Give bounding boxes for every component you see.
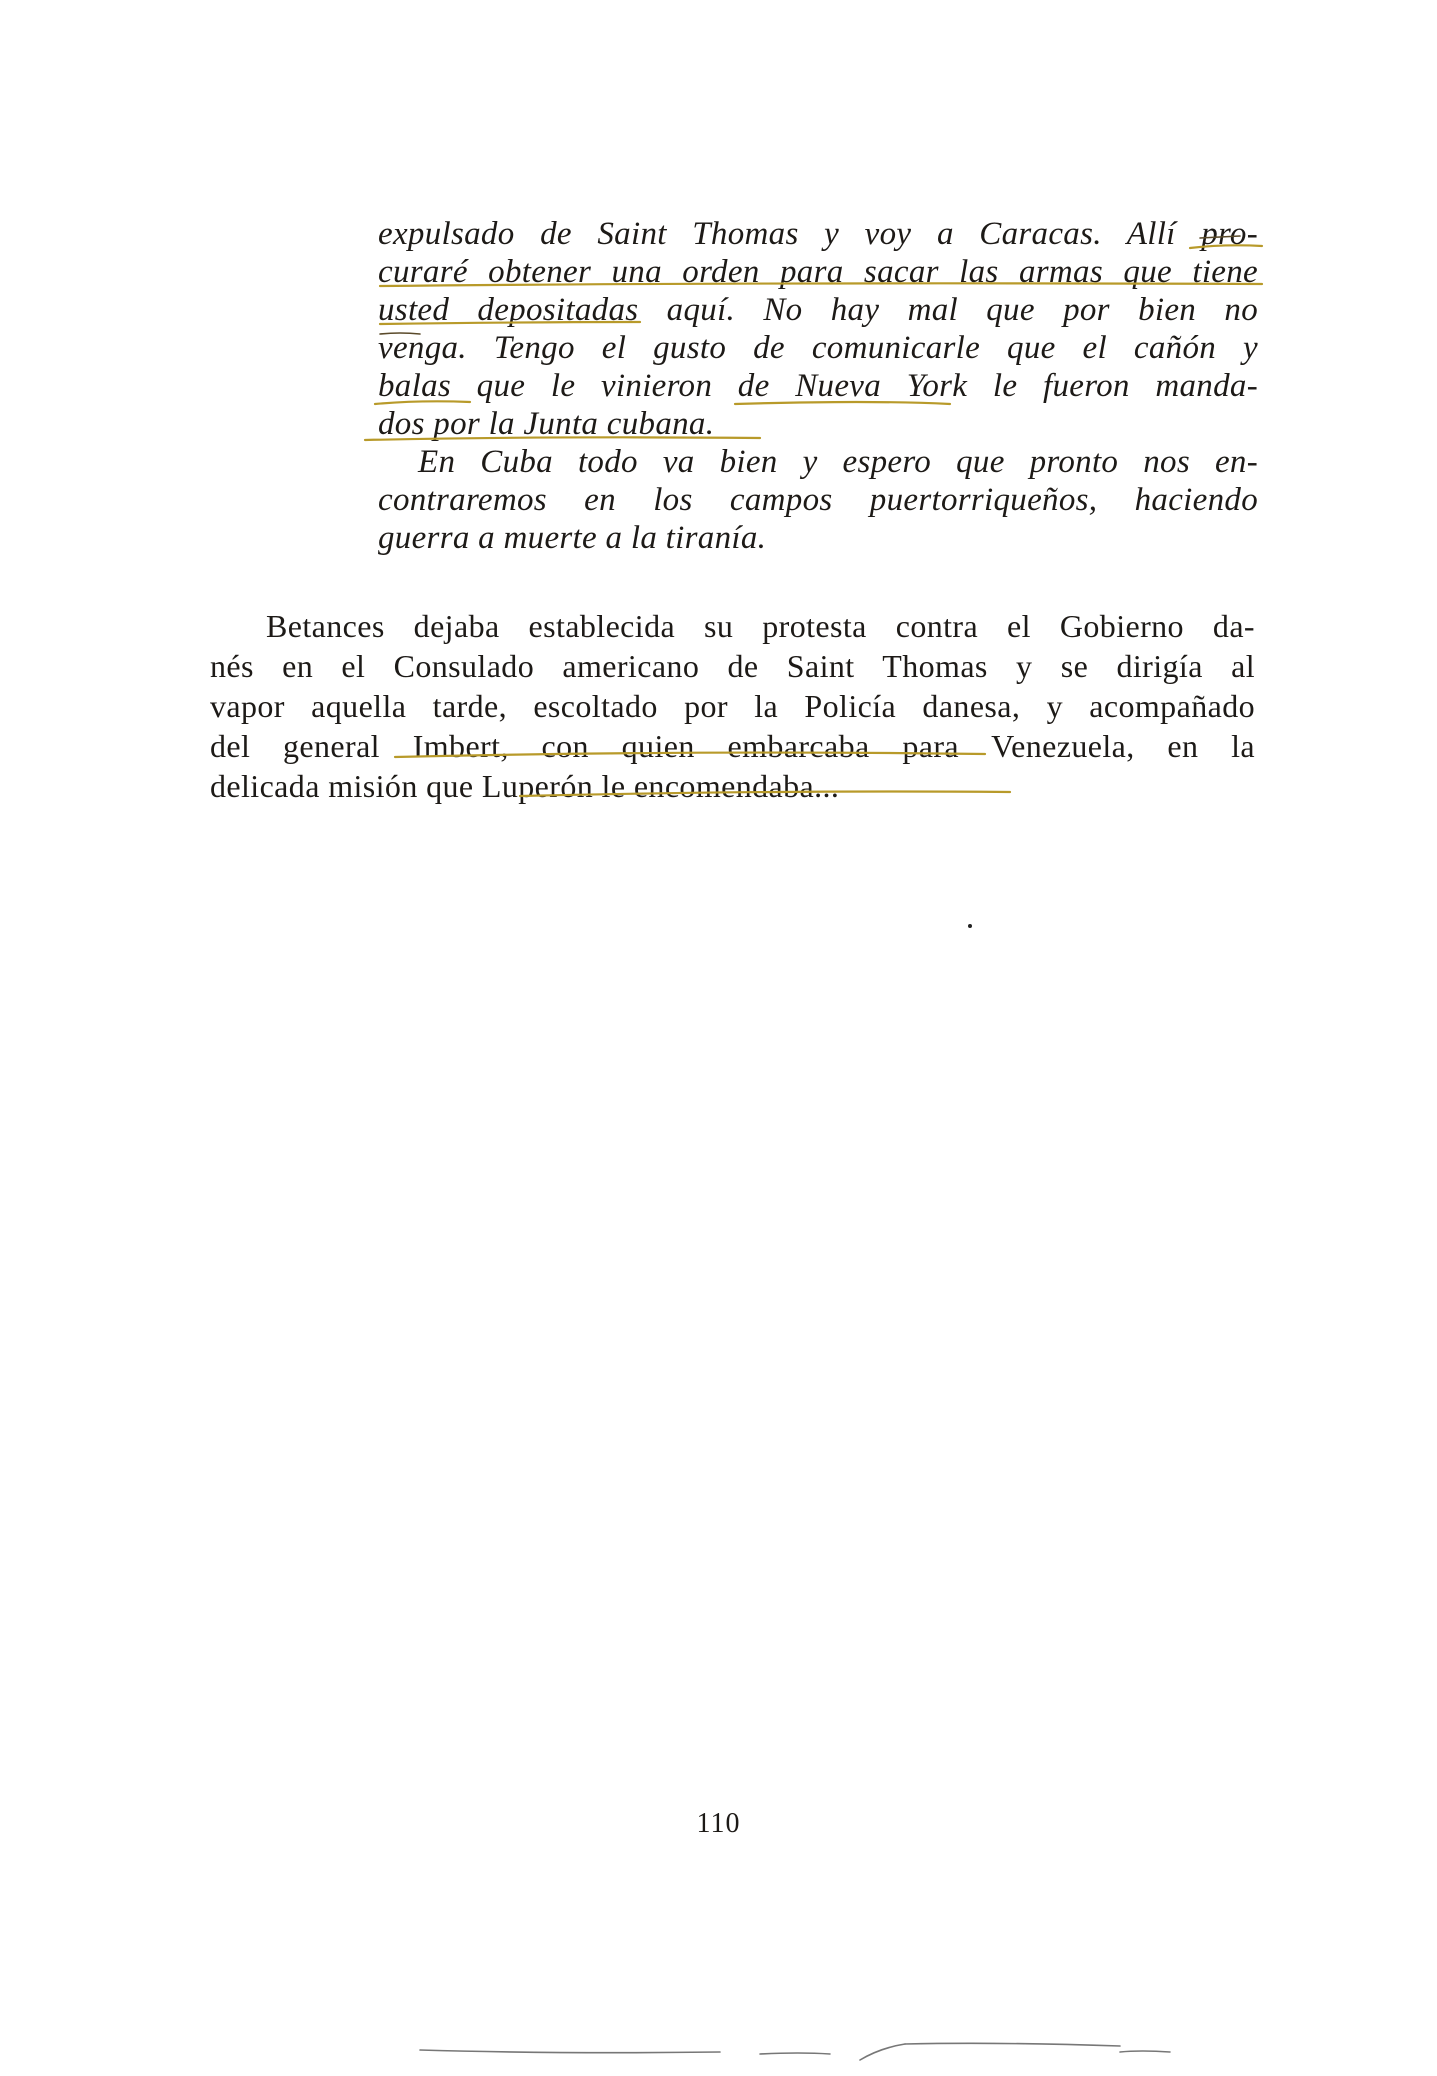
body-line: vapor aquella tarde, escoltado por la Policía danesa, y acompañado bbox=[210, 688, 1255, 724]
quote-line: En Cuba todo va bien y espero que pronto nos en- bbox=[418, 444, 1258, 480]
quote-line: expulsado de Saint Thomas y voy a Caracas. Allí pro- bbox=[378, 216, 1258, 252]
quote-line: contraremos en los campos puertorriqueños, haciendo bbox=[378, 482, 1258, 518]
quote-line: dos por la Junta cubana. bbox=[378, 406, 715, 442]
page-bottom-edge bbox=[0, 2040, 1437, 2076]
body-line: Betances dejaba establecida su protesta contra el Gobierno da- bbox=[266, 608, 1255, 644]
body-line: nés en el Consulado americano de Saint Thomas y se dirigía al bbox=[210, 648, 1255, 684]
body-line: del general Imbert, con quien embarcaba para Venezuela, en la bbox=[210, 728, 1255, 764]
quote-line: venga. Tengo el gusto de comunicarle que el cañón y bbox=[378, 330, 1258, 366]
body-line: delicada misión que Luperón le encomendaba... bbox=[210, 768, 840, 804]
quote-line: usted depositadas aquí. No hay mal que por bien no bbox=[378, 292, 1258, 328]
page-number: 110 bbox=[696, 1808, 741, 1839]
quote-line: curaré obtener una orden para sacar las armas que tiene bbox=[378, 254, 1258, 290]
quote-line: balas que le vinieron de Nueva York le fueron manda- bbox=[378, 368, 1258, 404]
ink-speck bbox=[968, 924, 972, 928]
quote-line: guerra a muerte a la tiranía. bbox=[378, 520, 767, 556]
